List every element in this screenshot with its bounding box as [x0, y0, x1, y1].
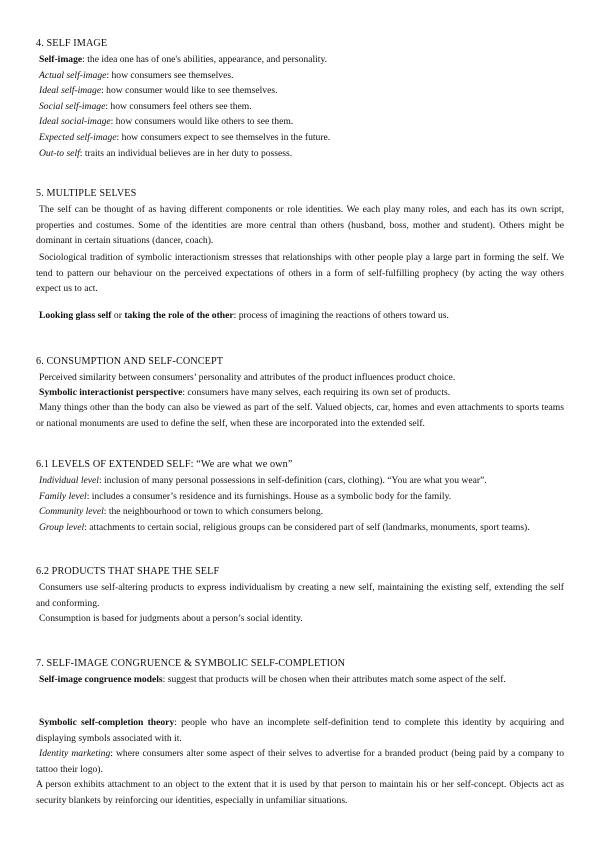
def-social-self-image	[36, 99, 564, 115]
heading-levels-extended-self: 6.1 LEVELS OF EXTENDED SELF: “We are what we own”	[36, 459, 293, 470]
paragraph-role-identities: The self can be thought of as having different components or role identities. We each play many roles, and each has its own script, properties and costumes. Some of the identities are more central than others (husband, boss, mother and student). Others might be dominant in certain situations (dancer, coach).	[36, 204, 564, 247]
level-individual	[36, 473, 564, 489]
paragraph-symbolic-interactionism: Sociological tradition of symbolic interactionism stresses that relationships with other people play a large part in forming the self. We tend to pattern our behaviour on the perceived expectations of others in a form of self-fulfilling prophecy (by acting the way others expect us to act.	[36, 252, 564, 295]
term: Ideal self-image	[39, 85, 102, 97]
definition: : how consumer would like to see themselves.	[101, 85, 278, 97]
term: Group level	[39, 521, 85, 533]
def-expected-self-image	[36, 130, 564, 146]
definition: : the idea one has of one's abilities, appearance, and personality.	[82, 54, 328, 65]
term: Out-to self	[39, 147, 80, 159]
level-family	[36, 489, 564, 505]
term: Self-image	[39, 54, 83, 65]
term: taking the role of the other	[124, 310, 234, 321]
definition: : traits an individual believes are in her duty to possess.	[79, 147, 293, 159]
looking-glass-self	[36, 308, 567, 324]
term: Family level	[39, 490, 87, 502]
term: Symbolic self-completion theory	[39, 717, 175, 728]
term: Identity marketing	[39, 748, 111, 759]
self-image-congruence-models	[36, 672, 564, 688]
definition: : people who have an incomplete self-definition tend to complete this identity by acquiring and displaying symbols associated with it.	[36, 717, 564, 744]
extended-self-levels	[36, 473, 564, 535]
paragraph-perceived-similarity: Perceived similarity between consumers’ personality and attributes of the product influences product choice.	[39, 372, 456, 383]
identity-marketing	[36, 746, 564, 777]
heading-self-image-congruence: 7. SELF-IMAGE CONGRUENCE & SYMBOLIC SELF-COMPLETION	[36, 658, 346, 669]
heading-consumption-self-concept: 6. CONSUMPTION AND SELF-CONCEPT	[36, 356, 224, 367]
paragraph-extended-self: Many things other than the body can also be viewed as part of the self. Valued objects, car, homes and even attachments to sports teams or national monuments are used to define the self, when these are incorporated into the extended self.	[36, 402, 564, 429]
def-self-image	[36, 52, 564, 68]
paragraph-social-identity: Consumption is based for judgments about a person’s social identity.	[39, 613, 303, 624]
definition: : how consumers would like others to see them.	[110, 116, 294, 128]
definition: : where consumers alter some aspect of their selves to advertise for a branded product (being paid by a company to tattoo their logo).	[36, 748, 564, 775]
term: Self-image congruence models	[39, 674, 163, 685]
heading-products-shape-self: 6.2 PRODUCTS THAT SHAPE THE SELF	[36, 566, 220, 577]
term: Social self-image	[39, 100, 106, 112]
self-image-definitions	[36, 52, 564, 161]
term: Symbolic interactionist perspective	[39, 387, 183, 398]
definition: : suggest that products will be chosen when their attributes match some aspect of the self.	[162, 674, 506, 685]
definition: : how consumers see themselves.	[106, 69, 234, 81]
definition: : process of imagining the reactions of others toward us.	[233, 310, 449, 321]
def-ideal-social-image	[36, 114, 564, 130]
level-community	[36, 504, 564, 520]
heading-self-image: 4. SELF IMAGE	[36, 38, 108, 49]
definition: : consumers have many selves, each requiring its own set of products.	[182, 387, 451, 398]
term: Community level	[39, 506, 104, 518]
definition: : how consumers expect to see themselves in the future.	[116, 131, 331, 143]
level-group	[36, 520, 564, 536]
definition: : attachments to certain social, religious groups can be considered part of self (landmarks, monuments, sport teams).	[84, 521, 530, 533]
def-ideal-self-image	[36, 83, 564, 99]
heading-multiple-selves: 5. MULTIPLE SELVES	[36, 188, 137, 199]
term: Expected self-image	[39, 131, 117, 143]
symbolic-interactionist-perspective	[36, 385, 567, 401]
term: Ideal social-image	[39, 116, 111, 128]
paragraph-self-altering-products: Consumers use self-altering products to express individualism by creating a new self, maintaining the existing self, extending the self and conforming.	[36, 582, 564, 609]
definition: : the neighbourhood or town to which consumers belong.	[103, 506, 324, 518]
definition: : how consumers feel others see them.	[105, 100, 252, 112]
term: Individual level	[39, 475, 99, 486]
term: Actual self-image	[39, 69, 107, 81]
connector: or	[111, 310, 125, 321]
term: Looking glass self	[39, 310, 112, 321]
paragraph-attachment-objects: A person exhibits attachment to an object to the extent that it is used by that person to maintain his or her self-concept. Objects act as security blankets by reinforcing our identities, especially in unfamiliar situations.	[36, 779, 564, 806]
def-actual-self-image	[36, 68, 564, 84]
definition: : includes a consumer’s residence and its furnishings. House as a symbolic body for the family.	[86, 490, 452, 502]
def-out-to-self	[36, 146, 564, 162]
definition: : inclusion of many personal possessions in self-definition (cars, clothing). “You are what you wear”.	[98, 475, 487, 486]
symbolic-self-completion-theory	[36, 715, 564, 746]
